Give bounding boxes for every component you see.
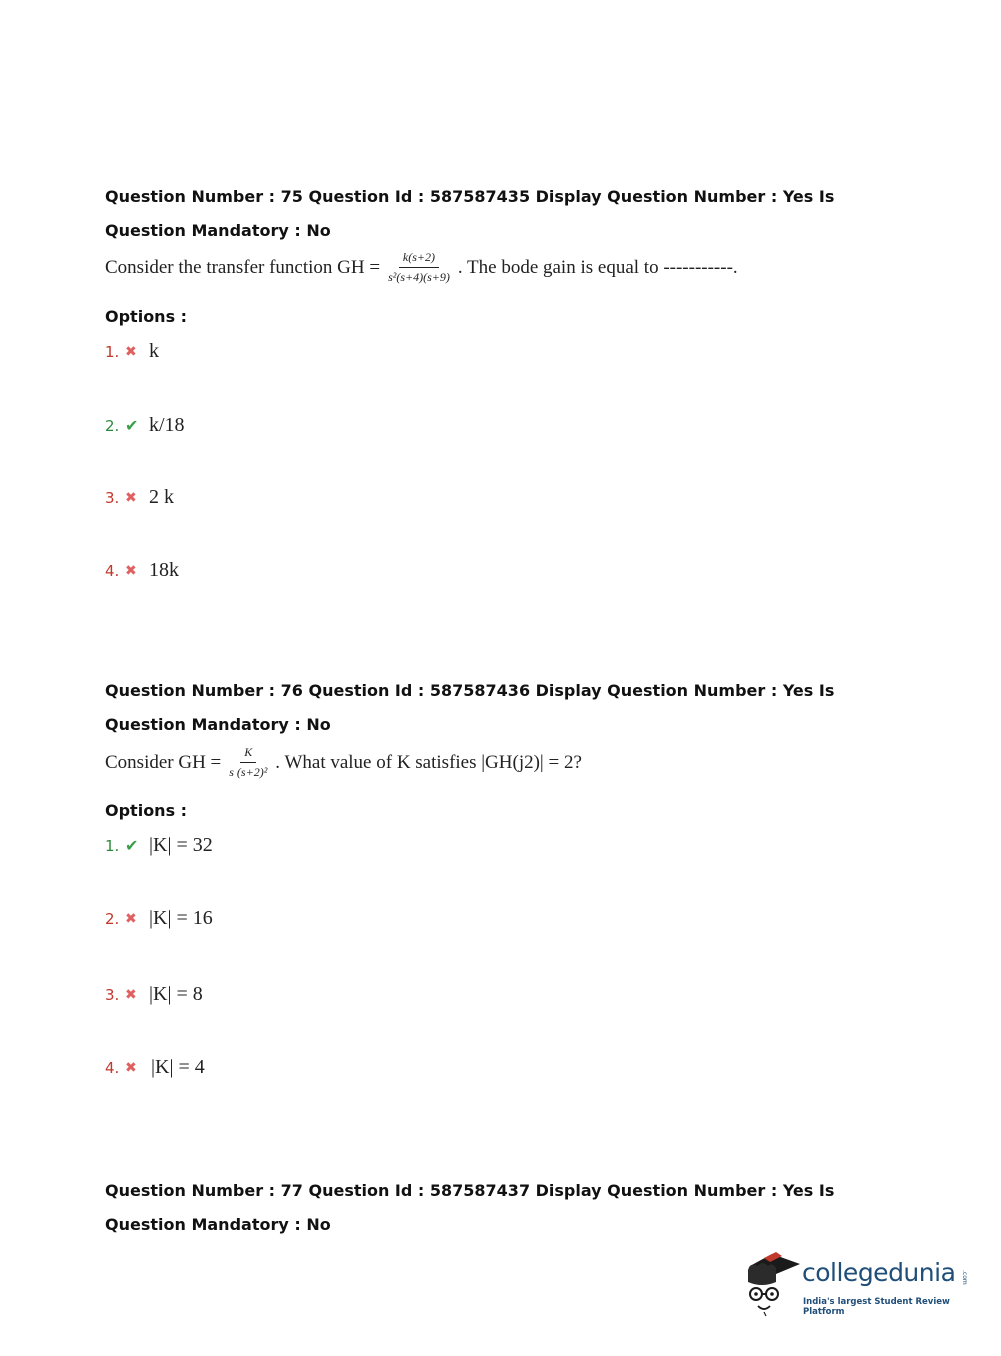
option-number: 1. [105, 836, 120, 855]
option-value: |K| = 4 [151, 1056, 205, 1078]
question-text-before: Consider GH = [105, 751, 222, 773]
logo-domain: .com [961, 1270, 968, 1285]
option-item [105, 486, 174, 509]
fraction-denominator: s (s+2)² [229, 765, 268, 779]
cross-icon: ✖ [125, 489, 137, 506]
question-header: Question Number : 77 Question Id : 587587437 Display Question Number : Yes Is Question Mandatory : No [105, 1181, 835, 1234]
option-value: 2 k [149, 486, 174, 508]
cross-icon: ✖ [125, 1059, 137, 1076]
option-number: 4. [105, 561, 120, 580]
options-label: Options : [105, 307, 188, 326]
option-number: 4. [105, 1058, 120, 1077]
fraction [225, 745, 271, 780]
logo-tagline: India's largest Student Review Platform [803, 1297, 950, 1317]
question-header: Question Number : 75 Question Id : 587587435 Display Question Number : Yes Is Question Mandatory : No [105, 187, 835, 240]
option-value: |K| = 16 [149, 907, 213, 929]
option-value: k [149, 340, 159, 362]
check-icon: ✔ [125, 416, 139, 435]
option-item [105, 907, 213, 930]
fraction [384, 250, 454, 285]
cross-icon: ✖ [125, 986, 137, 1003]
option-number: 2. [105, 416, 120, 435]
option-number: 1. [105, 342, 120, 361]
option-value: k/18 [149, 414, 185, 436]
option-item [105, 983, 203, 1006]
cross-icon: ✖ [125, 343, 137, 360]
cross-icon: ✖ [125, 562, 137, 579]
option-item [105, 1056, 205, 1079]
question-text [105, 250, 738, 285]
cross-icon: ✖ [125, 910, 137, 927]
option-item [105, 340, 159, 363]
option-value: 18k [149, 559, 179, 581]
question-text-after: . What value of K satisfies |GH(j2)| = 2? [275, 751, 582, 773]
question-header: Question Number : 76 Question Id : 587587436 Display Question Number : Yes Is Question Mandatory : No [105, 681, 835, 734]
option-number: 3. [105, 488, 120, 507]
option-item [105, 559, 179, 582]
mascot-icon [742, 1248, 802, 1318]
option-number: 3. [105, 985, 120, 1004]
option-item [105, 834, 213, 857]
fraction-denominator: s²(s+4)(s+9) [388, 270, 450, 284]
question-text-before: Consider the transfer function GH = [105, 256, 381, 278]
logo-wordmark: collegedunia [802, 1258, 956, 1287]
question-text [105, 745, 582, 780]
fraction-numerator: K [240, 745, 256, 763]
collegedunia-logo [742, 1248, 972, 1318]
option-item [105, 414, 185, 437]
options-label: Options : [105, 801, 188, 820]
option-value: |K| = 32 [149, 834, 213, 856]
fraction-numerator: k(s+2) [399, 250, 439, 268]
option-number: 2. [105, 909, 120, 928]
option-value: |K| = 8 [149, 983, 203, 1005]
question-text-after: . The bode gain is equal to -----------. [457, 256, 738, 278]
check-icon: ✔ [125, 836, 139, 855]
